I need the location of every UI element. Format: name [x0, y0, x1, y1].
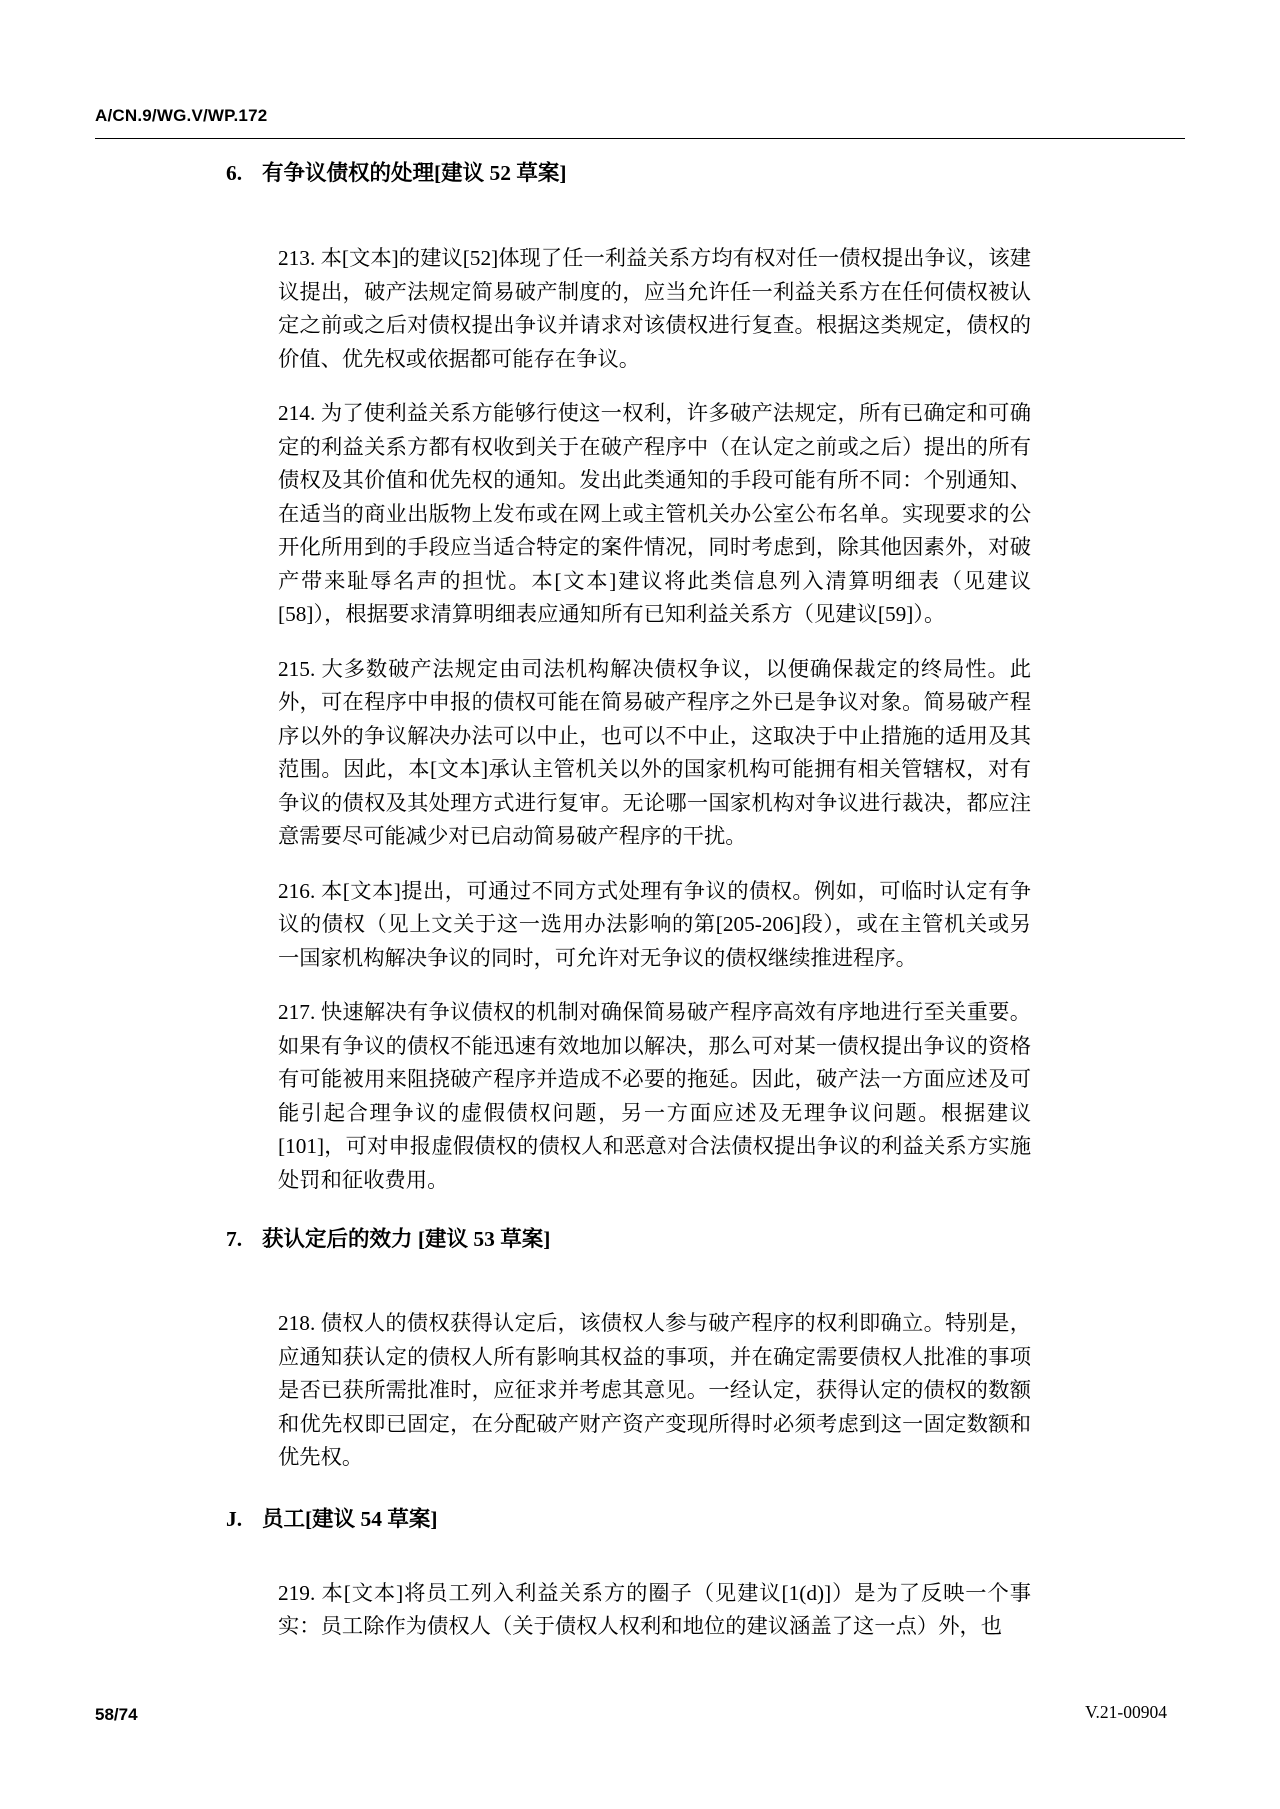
page-number: 58/74	[95, 1705, 138, 1724]
paragraph-213: 213. 本[文本]的建议[52]体现了任一利益关系方均有权对任一债权提出争议，该建议提出，破产法规定简易破产制度的，应当允许任一利益关系方在任何债权被认定之前或之后对债权提出争议并请求对该债权进行复查。根据这类规定，债权的价值、优先权或依据都可能存在争议。	[278, 246, 1031, 371]
section-title-7: 获认定后的效力 [建议 53 草案]	[262, 1227, 551, 1251]
paragraph-215: 215. 大多数破产法规定由司法机构解决债权争议，以便确保裁定的终局性。此外，可在程序中申报的债权可能在简易破产程序之外已是争议对象。简易破产程序以外的争议解决办法可以中止，也可以不中止，这取决于中止措施的适用及其范围。因此，本[文本]承认主管机关以外的国家机构可能拥有相关管辖权，对有争议的债权及其处理方式进行复审。无论哪一国家机构对争议进行裁决，都应注意需要尽可能减少对已启动简易破产程序的干扰。	[278, 656, 1031, 848]
paragraph-217: 217. 快速解决有争议债权的机制对确保简易破产程序高效有序地进行至关重要。如果有争议的债权不能迅速有效地加以解决，那么可对某一债权提出争议的资格有可能被用来阻挠破产程序并造成不必要的拖延。因此，破产法一方面应述及可能引起合理争议的虚假债权问题，另一方面应述及无理争议问题。根据建议[101]，可对申报虚假债权的债权人和恶意对合法债权提出争议的利益关系方实施处罚和征收费用。	[278, 1000, 1031, 1192]
section-number-6: 6.	[226, 161, 243, 185]
paragraph-218: 218. 债权人的债权获得认定后，该债权人参与破产程序的权利即确立。特别是，应通知获认定的债权人所有影响其权益的事项，并在确定需要债权人批准的事项是否已获所需批准时，应征求并考虑其意见。一经认定，获得认定的债权的数额和优先权即已固定，在分配破产财产资产变现所得时必须考虑到这一固定数额和优先权。	[278, 1311, 1031, 1469]
section-heading-7	[226, 1226, 1280, 1252]
paragraph-219: 219. 本[文本]将员工列入利益关系方的圈子（见建议[1(d)]）是为了反映一个事实：员工除作为债权人（关于债权人权利和地位的建议涵盖了这一点）外，也	[278, 1580, 1031, 1638]
section-heading-J	[226, 1506, 1280, 1532]
document-symbol: A/CN.9/WG.V/WP.172	[95, 106, 268, 125]
paragraph-216: 216. 本[文本]提出，可通过不同方式处理有争议的债权。例如，可临时认定有争议的债权（见上文关于这一选用办法影响的第[205-206]段），或在主管机关或另一国家机构解决争议的同时，可允许对无争议的债权继续推进程序。	[278, 878, 1031, 970]
section-number-7: 7.	[226, 1227, 243, 1251]
section-title-6: 有争议债权的处理[建议 52 草案]	[262, 161, 567, 185]
section-number-J: J.	[226, 1506, 243, 1531]
paragraph-214: 214. 为了使利益关系方能够行使这一权利，许多破产法规定，所有已确定和可确定的利益关系方都有权收到关于在破产程序中（在认定之前或之后）提出的所有债权及其价值和优先权的通知。发出此类通知的手段可能有所不同：个别通知、在适当的商业出版物上发布或在网上或主管机关办公室公布名单。实现要求的公开化所用到的手段应当适合特定的案件情况，同时考虑到，除其他因素外，对破产带来耻辱名声的担忧。本[文本]建议将此类信息列入清算明细表（见建议[58]），根据要求清算明细表应通知所有已知利益关系方（见建议[59]）。	[278, 401, 1031, 626]
section-heading-6	[226, 160, 1280, 186]
document-code: V.21-00904	[1085, 1702, 1167, 1722]
section-title-J: 员工[建议 54 草案]	[262, 1506, 438, 1531]
